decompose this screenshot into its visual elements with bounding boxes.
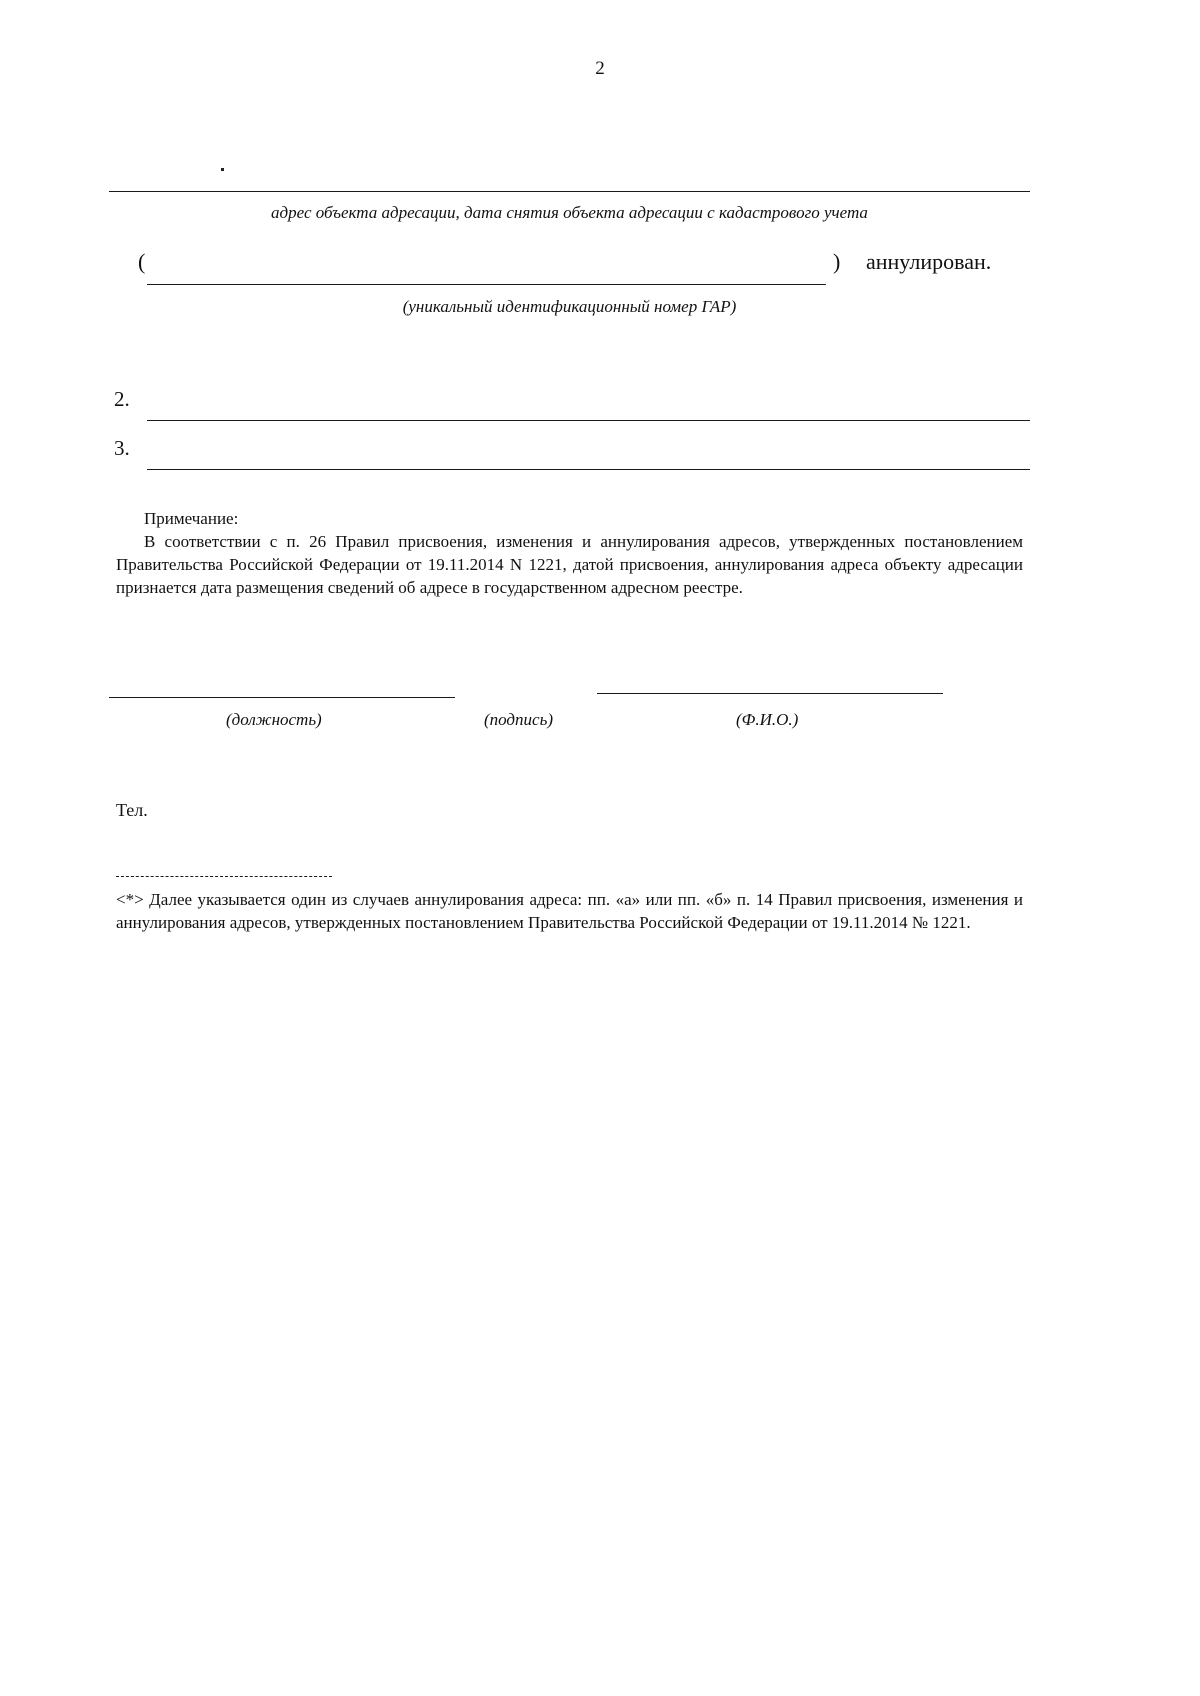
address-caption: адрес объекта адресации, дата снятия объекта адресации с кадастрового учета xyxy=(271,203,868,222)
item-line-3[interactable] xyxy=(147,469,1030,470)
note-body: В соответствии с п. 26 Правил присвоения, изменения и аннулирования адресов, утвержденных постановлением Правительства Российской Федерации от 19.11.2014 N 1221, датой присвоения, аннулирования адреса объекту адресации признается дата размещения сведений об адресе в государственном адресном реестре. xyxy=(116,532,1023,597)
annulled-status: аннулирован. xyxy=(866,249,992,274)
scan-speck xyxy=(221,168,224,171)
gar-id-line[interactable] xyxy=(147,284,826,285)
phone-label: Тел. xyxy=(116,800,148,820)
position-caption: (должность) xyxy=(226,710,322,729)
footnote-separator xyxy=(116,876,332,877)
item-number-2: 2. xyxy=(114,387,130,411)
item-line-2[interactable] xyxy=(147,420,1030,421)
note-title: Примечание: xyxy=(144,509,239,528)
open-paren: ( xyxy=(138,249,146,274)
name-caption: (Ф.И.О.) xyxy=(736,710,799,729)
name-line[interactable] xyxy=(597,693,943,694)
position-line[interactable] xyxy=(109,697,455,698)
signature-caption: (подпись) xyxy=(484,710,553,729)
close-paren: ) xyxy=(833,249,841,274)
gar-id-caption: (уникальный идентификационный номер ГАР) xyxy=(402,297,737,316)
page-number: 2 xyxy=(595,58,605,79)
item-number-3: 3. xyxy=(114,436,130,460)
footnote-text: <*> Далее указывается один из случаев аннулирования адреса: пп. «а» или пп. «б» п. 14 Правил присвоения, изменения и аннулирования адресов, утвержденных постановлением Правительства Российской Федерации от 19.11.2014 № 1221. xyxy=(116,890,1023,932)
address-line[interactable] xyxy=(109,191,1030,192)
